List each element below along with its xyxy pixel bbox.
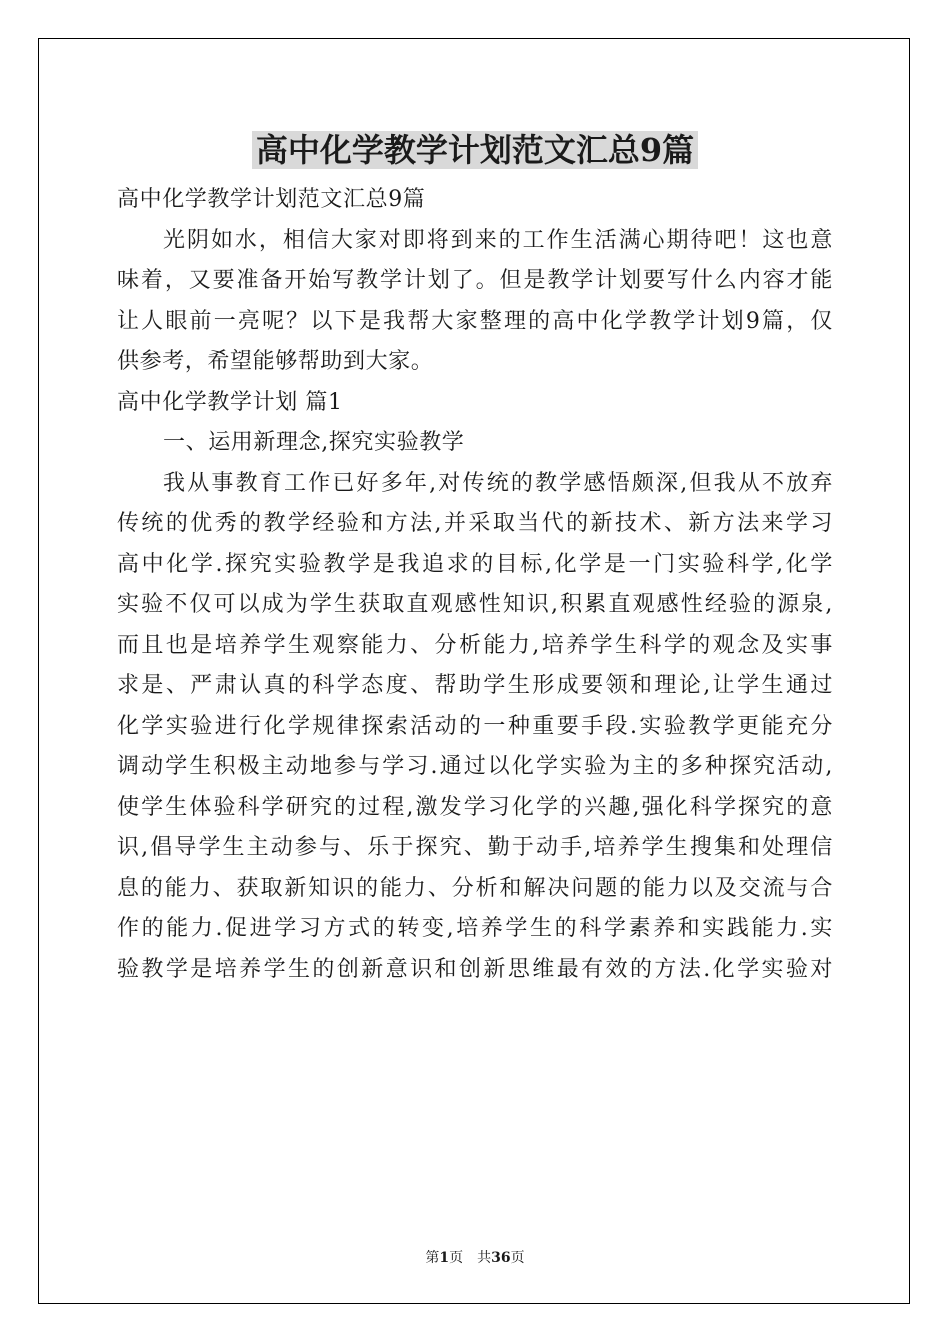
document-title-text: 高中化学教学计划范文汇总9篇 [252,131,698,169]
paragraph-line: 息的能力、获取新知识的能力、分析和解决问题的能力以及交流与合 [117,875,833,901]
total-suffix: 页 [510,1250,525,1266]
subheading: 一、运用新理念,探究实验教学 [163,430,465,455]
paragraph-line: 高中化学.探究实验教学是我追求的目标,化学是一门实验科学,化学 [117,551,833,577]
page-prefix: 第 [425,1250,440,1266]
intro-line: 让人眼前一亮呢？以下是我帮大家整理的高中化学教学计划9篇，仅 [117,308,833,334]
page-suffix: 页 [449,1250,464,1266]
paragraph-line: 验教学是培养学生的创新意识和创新思维最有效的方法.化学实验对 [117,956,833,982]
intro-line: 味着，又要准备开始写教学计划了。但是教学计划要写什么内容才能 [117,268,833,293]
paragraph-line: 作的能力.促进学习方式的转变,培养学生的科学素养和实践能力.实 [117,916,833,941]
intro-line: 供参考，希望能够帮助到大家。 [117,349,434,374]
intro-line: 光阴如水，相信大家对即将到来的工作生活满心期待吧！这也意 [163,227,833,253]
paragraph-line: 化学实验进行化学规律探索活动的一种重要手段.实验教学更能充分 [117,713,833,739]
document-subtitle: 高中化学教学计划范文汇总9篇 [117,187,426,212]
paragraph-line: 识,倡导学生主动参与、乐于探究、勤于动手,培养学生搜集和处理信 [117,835,833,860]
page-footer [0,1248,950,1268]
total-prefix: 共 [477,1250,492,1266]
total-pages: 36 [491,1250,511,1266]
paragraph-line: 调动学生积极主动地参与学习.通过以化学实验为主的多种探究活动, [117,754,833,779]
document-title [0,122,950,178]
paragraph-line: 实验不仅可以成为学生获取直观感性知识,积累直观感性经验的源泉, [117,592,833,617]
paragraph-line: 而且也是培养学生观察能力、分析能力,培养学生科学的观念及实事 [117,632,833,658]
paragraph-line: 传统的优秀的教学经验和方法,并采取当代的新技术、新方法来学习 [117,511,833,536]
paragraph-line: 求是、严肃认真的科学态度、帮助学生形成要领和理论,让学生通过 [117,673,833,698]
section-heading: 高中化学教学计划 篇1 [117,389,343,415]
paragraph-line: 使学生体验科学研究的过程,激发学习化学的兴趣,强化科学探究的意 [117,794,833,820]
paragraph-line: 我从事教育工作已好多年,对传统的教学感悟颇深,但我从不放弃 [163,470,833,496]
page-number: 1 [439,1250,450,1266]
document-body [117,180,833,990]
